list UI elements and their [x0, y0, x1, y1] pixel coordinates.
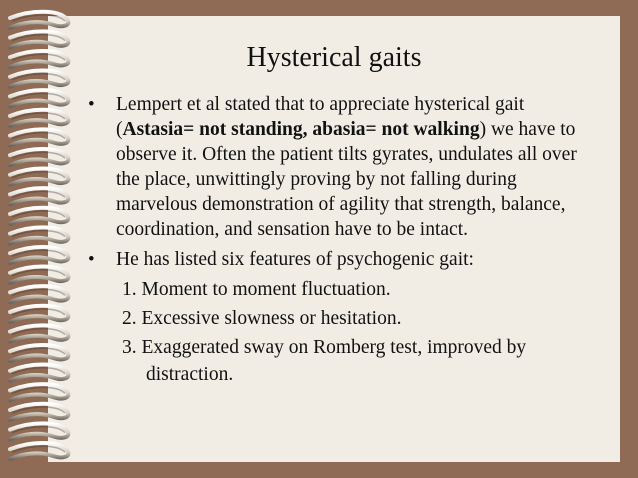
spiral-ring	[10, 423, 68, 439]
spiral-ring	[10, 325, 68, 341]
bullet-1-text-end: ) we have to observe it. Often the patient tilts gyrates, undulates all over the place, unwittingly proving by not falling during marvelous demonstration of agility that strength, balance, coordination, and sensation have to be intact.	[116, 119, 577, 240]
bullet-dot: •	[88, 249, 95, 270]
spiral-ring	[10, 188, 68, 204]
spiral-ring	[10, 149, 68, 165]
spiral-ring	[10, 12, 68, 28]
bullet-item-2	[88, 247, 588, 272]
spiral-ring	[10, 208, 68, 224]
numbered-item-3-continuation: distraction.	[146, 364, 234, 385]
bullet-item-1	[88, 92, 588, 242]
spiral-ring	[10, 90, 68, 106]
spiral-ring	[10, 110, 68, 126]
spiral-ring	[10, 345, 68, 361]
slide-title: Hysterical gaits	[246, 42, 422, 73]
spiral-ring	[10, 169, 68, 185]
spiral-ring	[10, 384, 68, 400]
bullet-dot: •	[88, 94, 95, 115]
spiral-ring	[10, 267, 68, 283]
spiral-ring	[10, 247, 68, 263]
bullet-1-bold-definition: Astasia= not standing, abasia= not walking	[122, 119, 480, 140]
bullet-2-text: He has listed six features of psychogenic gait:	[116, 249, 474, 270]
spiral-ring	[10, 404, 68, 420]
numbered-item-2: 2. Excessive slowness or hesitation.	[122, 308, 402, 329]
spiral-ring	[10, 443, 68, 459]
numbered-item-1: 1. Moment to moment fluctuation.	[122, 279, 391, 300]
slide-body	[88, 92, 588, 387]
numbered-item-3: 3. Exaggerated sway on Romberg test, improved by	[122, 337, 527, 358]
spiral-ring	[10, 365, 68, 381]
spiral-ring	[10, 129, 68, 145]
spiral-ring	[10, 306, 68, 322]
spiral-ring	[10, 227, 68, 243]
spiral-ring	[10, 286, 68, 302]
bullet-1-text-start: Lempert et al stated that to appreciate hysterical gait (	[116, 94, 525, 140]
